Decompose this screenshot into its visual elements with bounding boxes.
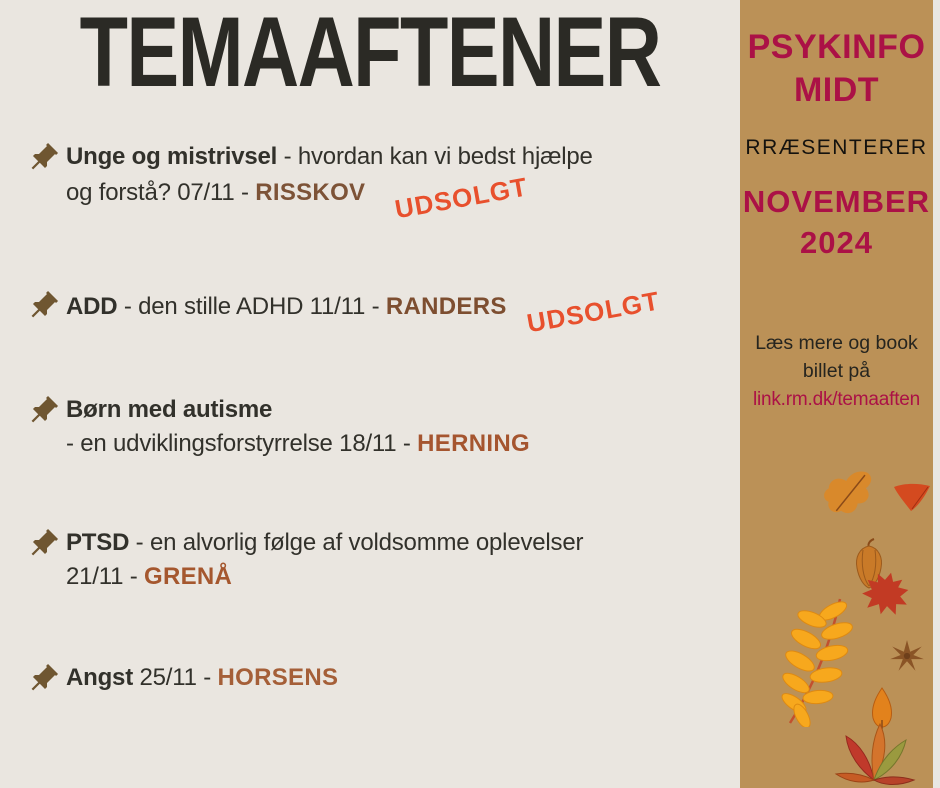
brand-line-1: PSYKINFO: [747, 28, 926, 66]
event-item-angst: [26, 661, 716, 701]
event-location: HORSENS: [217, 664, 339, 691]
event-location: RISSKOV: [255, 179, 366, 206]
booking-info: [740, 329, 933, 414]
oak-leaf-icon: [820, 468, 876, 520]
maple-leaf-icon: [860, 570, 912, 616]
soldout-badge: UDSOLGT: [392, 171, 531, 225]
booking-link[interactable]: link.rm.dk/temaaften: [752, 389, 921, 410]
event-location: RANDERS: [385, 293, 507, 320]
month-line-2: 2024: [800, 225, 873, 260]
event-line-2: [66, 427, 530, 461]
event-description: - den stille ADHD 11/11 -: [117, 293, 386, 320]
presents-label: RRÆSENTERER: [745, 136, 928, 159]
event-text: [66, 140, 593, 225]
booking-line-2: billet på: [802, 360, 871, 382]
event-item-unge-og-mistrivsel: [26, 140, 716, 225]
event-location: GRENÅ: [144, 563, 233, 590]
event-item-born-med-autisme: [26, 393, 716, 461]
pushpin-icon: [26, 394, 66, 433]
poster-title: TEMAAFTENER: [79, 0, 661, 107]
event-line-2: [66, 171, 593, 225]
pushpin-icon: [26, 527, 66, 566]
event-topic: Børn med autisme: [66, 396, 273, 423]
red-leaf-icon: [892, 482, 932, 514]
pushpin-icon: [26, 662, 66, 701]
event-line-2: [66, 560, 583, 594]
pushpin-icon: [26, 141, 66, 180]
event-item-add: [26, 285, 716, 339]
creeper-leaf-icon: [828, 718, 920, 788]
event-text: [66, 393, 530, 461]
event-line-1: [66, 526, 583, 560]
month-label: [740, 181, 933, 263]
event-topic: PTSD: [66, 529, 130, 556]
month-line-1: NOVEMBER: [742, 184, 931, 219]
event-location: HERNING: [417, 430, 530, 457]
event-description: - en udviklingsforstyrrelse 18/11 -: [66, 430, 418, 457]
right-edge-strip: [933, 0, 940, 788]
event-line-1: [66, 140, 593, 174]
star-anise-icon: [888, 638, 926, 674]
booking-line-1: Læs mere og book: [755, 332, 918, 354]
event-topic: ADD: [66, 293, 118, 320]
event-line-1: [66, 285, 662, 339]
brand-name: [740, 26, 933, 112]
event-topic: Angst: [66, 664, 133, 691]
event-description: - hvordan kan vi bedst hjælpe: [277, 143, 593, 170]
event-topic: Unge og mistrivsel: [66, 143, 278, 170]
pushpin-icon: [26, 289, 66, 328]
soldout-badge: UDSOLGT: [524, 285, 662, 339]
rowan-leaf-icon: [770, 595, 862, 727]
event-description: og forstå? 07/11 -: [66, 179, 256, 206]
event-text: [66, 661, 338, 695]
event-line-1: [66, 661, 338, 695]
event-text: [66, 526, 583, 594]
event-description: 21/11 -: [66, 563, 145, 590]
brand-line-2: MIDT: [793, 71, 880, 109]
event-description: 25/11 -: [133, 664, 218, 691]
event-description: - en alvorlig følge af voldsomme oplevelser: [129, 529, 584, 556]
event-line-1: [66, 393, 530, 427]
event-text: [66, 285, 662, 339]
event-item-ptsd: [26, 526, 716, 594]
